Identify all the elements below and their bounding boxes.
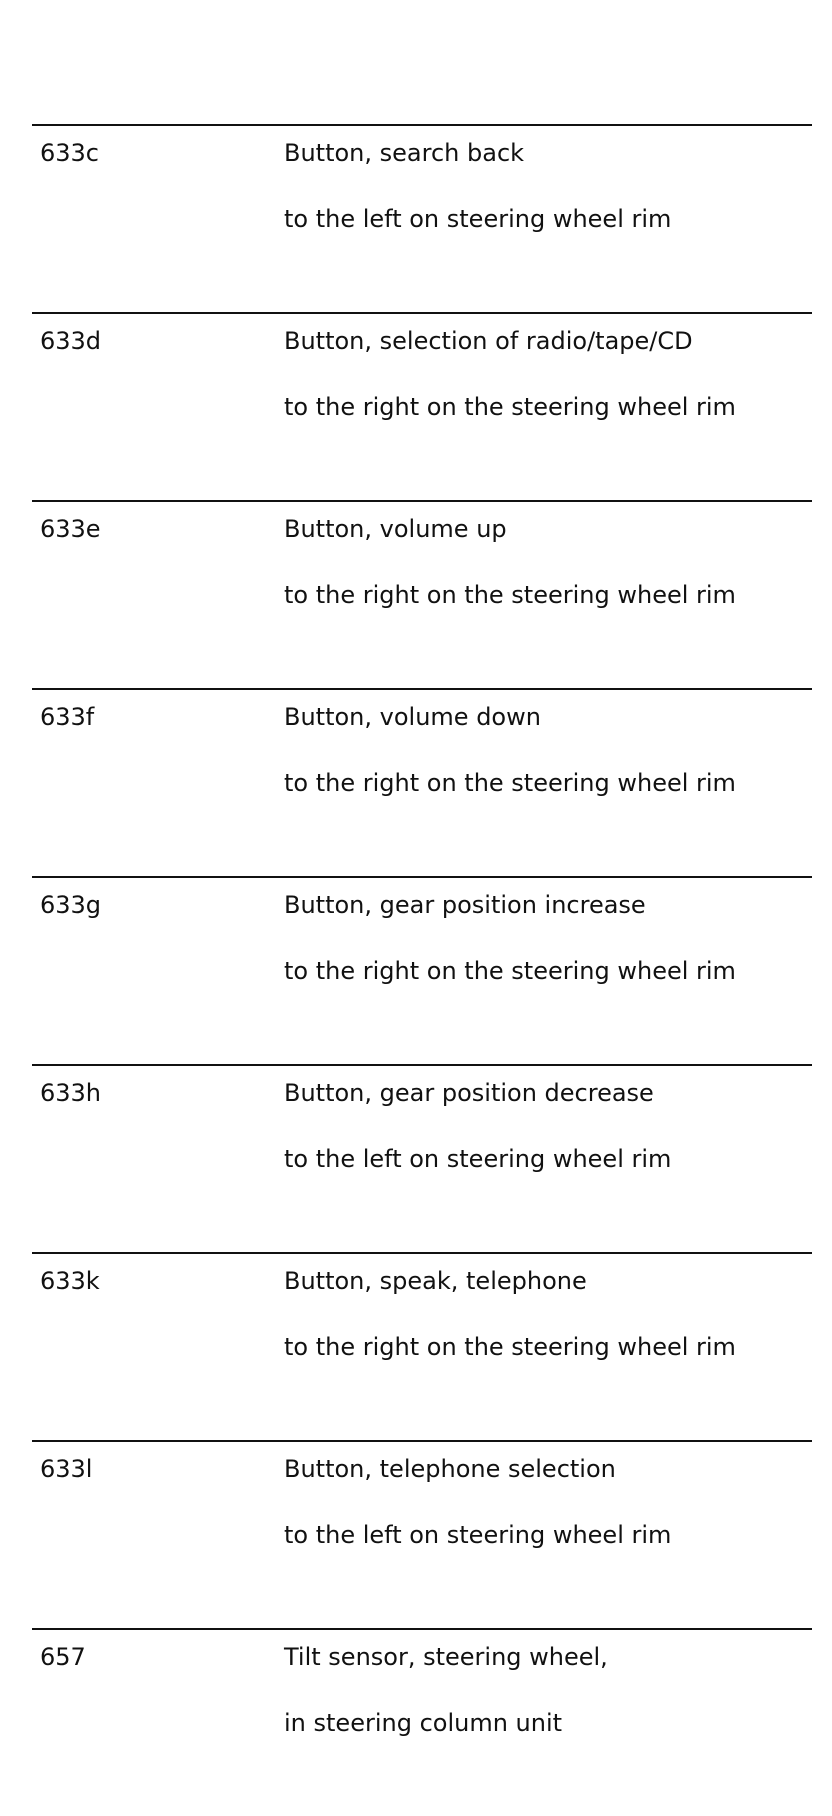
component-description: Button, gear position increase xyxy=(284,891,646,919)
component-location: to the left on steering wheel rim xyxy=(284,1521,672,1549)
component-location: to the right on the steering wheel rim xyxy=(284,957,736,985)
component-location: to the right on the steering wheel rim xyxy=(284,769,736,797)
reference-code: 633f xyxy=(40,703,95,731)
component-description: Button, telephone selection xyxy=(284,1455,616,1483)
table-row xyxy=(32,500,812,688)
reference-code: 633k xyxy=(40,1267,100,1295)
component-description: Button, search back xyxy=(284,139,525,167)
component-location: to the left on steering wheel rim xyxy=(284,205,672,233)
component-description: Button, gear position decrease xyxy=(284,1079,654,1107)
table-row xyxy=(32,876,812,1064)
reference-code: 633l xyxy=(40,1455,93,1483)
table-row xyxy=(32,688,812,876)
component-location: in steering column unit xyxy=(284,1709,563,1737)
reference-code: 633e xyxy=(40,515,101,543)
component-location: to the right on the steering wheel rim xyxy=(284,581,736,609)
table-row xyxy=(32,1252,812,1440)
reference-code: 633c xyxy=(40,139,100,167)
component-description: Button, volume up xyxy=(284,515,507,543)
component-location: to the right on the steering wheel rim xyxy=(284,393,736,421)
reference-table xyxy=(32,124,812,1816)
table-row xyxy=(32,124,812,312)
component-location: to the left on steering wheel rim xyxy=(284,1145,672,1173)
table-row xyxy=(32,1628,812,1816)
reference-code: 633h xyxy=(40,1079,102,1107)
component-description: Button, speak, telephone xyxy=(284,1267,587,1295)
component-description: Tilt sensor, steering wheel, xyxy=(284,1643,608,1671)
reference-code: 633g xyxy=(40,891,102,919)
component-location: to the right on the steering wheel rim xyxy=(284,1333,736,1361)
component-description: Button, selection of radio/tape/CD xyxy=(284,327,693,355)
reference-code: 657 xyxy=(40,1643,86,1671)
table-row xyxy=(32,1064,812,1252)
table-row xyxy=(32,1440,812,1628)
component-description: Button, volume down xyxy=(284,703,541,731)
reference-code: 633d xyxy=(40,327,102,355)
table-row xyxy=(32,312,812,500)
